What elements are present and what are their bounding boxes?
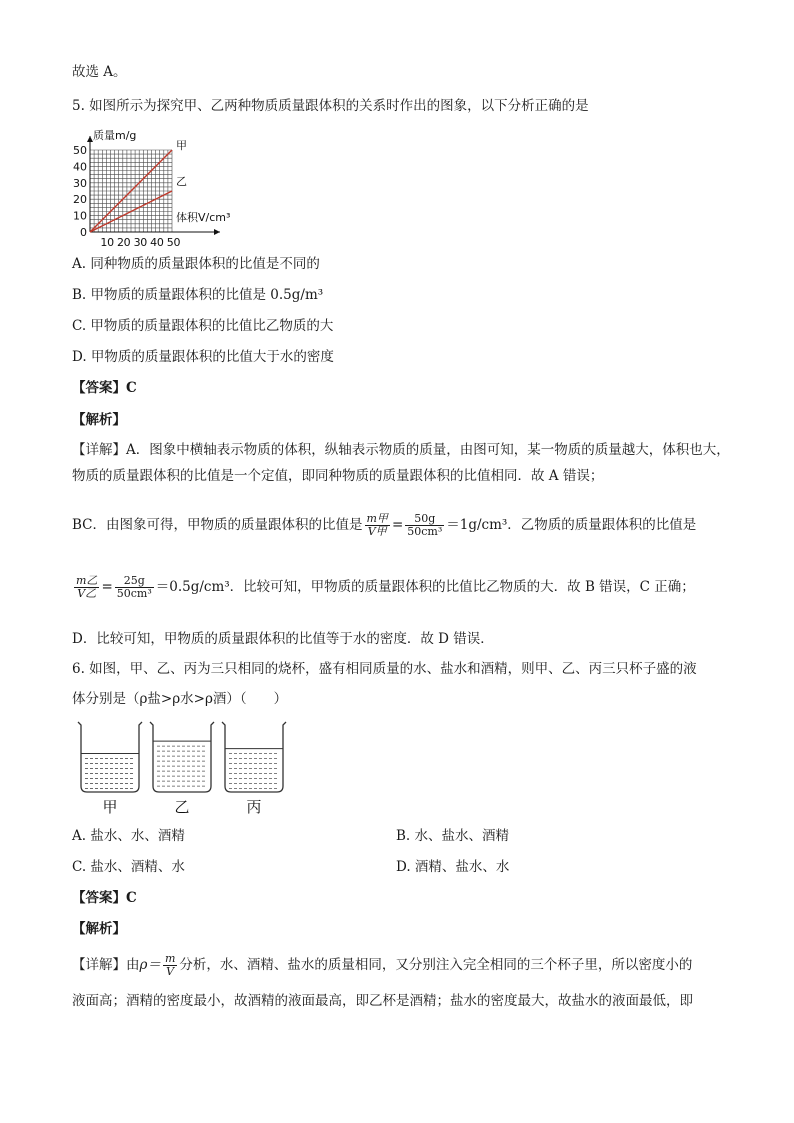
question-6-stem-line1: 6. 如图，甲、乙、丙为三只相同的烧杯，盛有相同质量的水、盐水和酒精，则甲、乙、丙三只杯子盛的液 bbox=[72, 661, 697, 677]
y-tick-label: 40 bbox=[73, 160, 87, 174]
fraction-50g-over-50cm3: $\frac{50g}{\text{50cm³}}$ bbox=[407, 511, 443, 538]
q5-option-a: A. 同种物质的质量跟体积的比值是不同的 bbox=[72, 256, 320, 272]
beakers-figure bbox=[72, 716, 302, 820]
q5-detail-d: D．比较可知，甲物质的质量跟体积的比值等于水的密度．故 D 错误． bbox=[72, 631, 494, 647]
origin-label: 0 bbox=[80, 226, 87, 239]
q5-detail-a: 【详解】A．图象中横轴表示物质的体积，纵轴表示物质的质量，由图可知，某一物质的质量越大，体积也大，物质的质量跟体积的比值是一个定值，即同种物质的质量跟体积的比值相同．故 A 错误； bbox=[72, 442, 730, 484]
y-tick-label: 50 bbox=[73, 144, 87, 157]
q5-detail-bc-line2: $\frac{\text{m乙}}{\text{V乙}}$ = $\frac{25g}{\text{50cm³}}$ ＝0.5g/cm³．比较可知，甲物质的质量跟体积的比值比乙物质的大．故 B 错误，C 正确； bbox=[76, 573, 695, 600]
y-tick-label: 30 bbox=[73, 176, 87, 190]
beaker-1 bbox=[78, 722, 142, 816]
q5-option-d: D. 甲物质的质量跟体积的比值大于水的密度 bbox=[72, 349, 334, 365]
q6-detail-line1 bbox=[72, 952, 692, 978]
fraction-25g-over-50cm3: $\frac{25g}{\text{50cm³}}$ bbox=[116, 573, 152, 600]
fraction-m-yi-over-v-yi: $\frac{\text{m乙}}{\text{V乙}}$ bbox=[76, 573, 98, 600]
beaker-3 bbox=[222, 722, 286, 816]
beaker-outline bbox=[222, 722, 286, 792]
previous-answer-line: 故选 A。 bbox=[72, 64, 127, 80]
bc-mid: ＝1g/cm³．乙物质的质量跟体积的比值是 bbox=[446, 517, 697, 533]
q5-option-b: B. 甲物质的质量跟体积的比值是 0.5g/m³ bbox=[72, 287, 324, 303]
y-tick-label: 10 bbox=[73, 209, 87, 223]
beaker-outline bbox=[78, 722, 142, 792]
question-6-stem-line2: 体分别是（ρ盐>ρ水>ρ酒）（ ） bbox=[72, 691, 288, 707]
q5-option-c: C. 甲物质的质量跟体积的比值比乙物质的大 bbox=[72, 318, 334, 334]
q6-option-c: C. 盐水、酒精、水 bbox=[72, 859, 185, 875]
fraction-m-over-v: $\frac{m}{V}$ bbox=[164, 951, 176, 978]
question-5-stem: 5. 如图所示为探究甲、乙两种物质质量跟体积的关系时作出的图象，以下分析正确的是 bbox=[72, 98, 589, 114]
x-tick-labels: 10 20 30 40 50 bbox=[100, 236, 181, 248]
series-label: 乙 bbox=[176, 175, 187, 188]
q6-option-d: D. 酒精、盐水、水 bbox=[396, 859, 510, 875]
q5-analysis-label: 【解析】 bbox=[72, 412, 126, 428]
q5-answer: 【答案】C bbox=[72, 380, 137, 396]
series-label: 甲 bbox=[176, 139, 187, 152]
q6-analysis-label: 【解析】 bbox=[72, 921, 126, 937]
fraction-m-jia-over-v-jia: $\frac{\text{m甲}}{\text{V甲}}$ bbox=[366, 511, 388, 538]
beaker-2 bbox=[150, 722, 214, 816]
q6-option-a: A. 盐水、水、酒精 bbox=[72, 828, 185, 844]
beaker-label: 甲 bbox=[102, 798, 118, 816]
rho-formula-lhs: ρ＝ bbox=[139, 957, 161, 973]
beaker-label: 丙 bbox=[246, 798, 262, 816]
q6-answer: 【答案】C bbox=[72, 890, 137, 906]
bc-suffix: ＝0.5g/cm³．比较可知，甲物质的质量跟体积的比值比乙物质的大．故 B 错误，C 正确； bbox=[155, 579, 695, 595]
y-axis-title: 质量m/g bbox=[93, 129, 137, 142]
q6-option-b: B. 水、盐水、酒精 bbox=[396, 828, 510, 844]
beaker-label: 乙 bbox=[174, 798, 190, 816]
bc-prefix: BC．由图象可得，甲物质的质量跟体积的比值是 bbox=[72, 517, 363, 533]
q5-detail-bc-line1: BC．由图象可得，甲物质的质量跟体积的比值是 $\frac{\text{m甲}}{\text{V甲}}$ = $\frac{50g}{\text{50cm³}}$ ＝1g/cm³．乙物质的质量跟体积的比值是 bbox=[72, 511, 697, 538]
q6-detail-line1-suffix: 分析，水、酒精、盐水的质量相同，又分别注入完全相同的三个杯子里，所以密度小的 bbox=[179, 957, 693, 973]
q6-detail-prefix: 【详解】由 bbox=[72, 957, 140, 973]
q6-detail-line2: 液面高；酒精的密度最小，故酒精的液面最高，即乙杯是酒精；盐水的密度最大，故盐水的液面最低，即 bbox=[72, 993, 693, 1009]
mass-volume-chart bbox=[72, 124, 262, 248]
x-axis-arrow bbox=[214, 229, 220, 235]
y-tick-label: 20 bbox=[73, 193, 87, 207]
x-axis-title: 体积V/cm³ bbox=[176, 211, 231, 224]
